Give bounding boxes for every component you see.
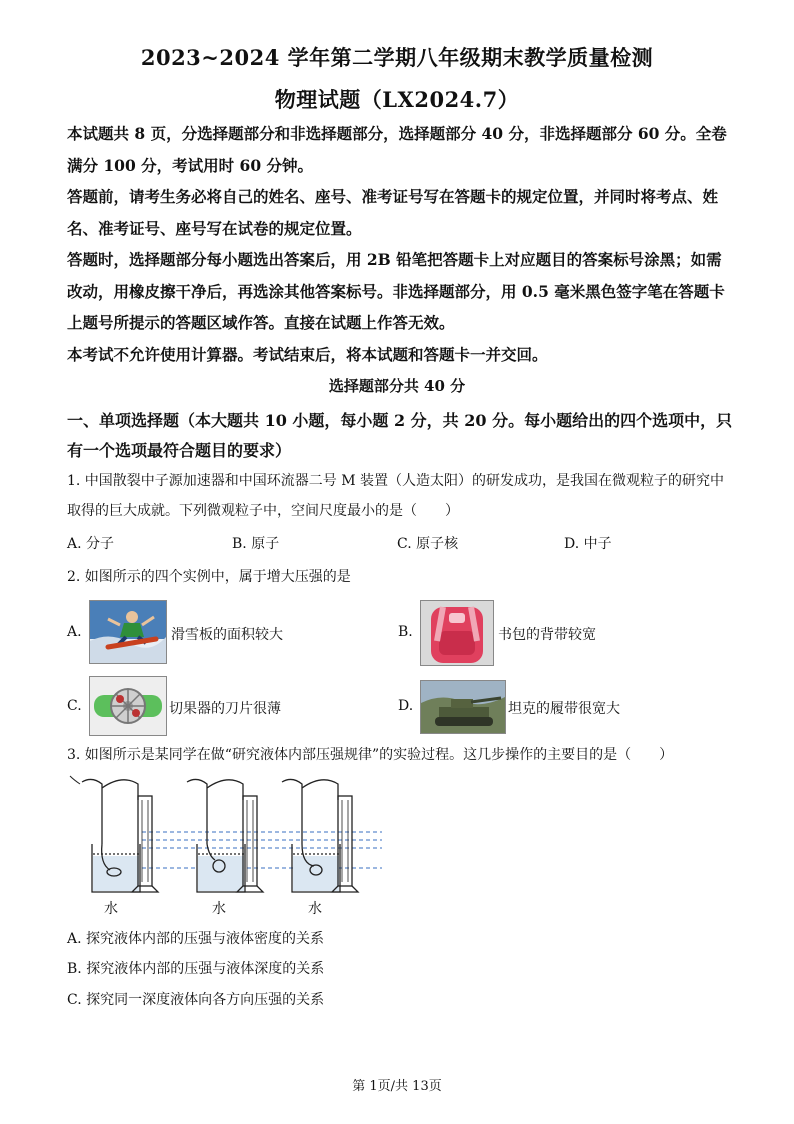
page-footer: 第 1页/共 13页 bbox=[352, 1079, 442, 1094]
q2-option-c-text: 切果器的刀片很薄 bbox=[169, 701, 281, 717]
q2-option-a bbox=[67, 600, 397, 666]
q2-option-d-text: 坦克的履带很宽大 bbox=[508, 701, 620, 717]
q2-option-c-letter: C. bbox=[67, 698, 82, 714]
exam-title: 2023~2024 学年第二学期八年级期末教学质量检测 bbox=[140, 45, 654, 70]
q2-option-b bbox=[398, 600, 718, 666]
fruit-slicer-photo-icon bbox=[89, 676, 167, 736]
q2-option-d-letter: D. bbox=[398, 698, 414, 714]
question-2-stem: 2. 如图所示的四个实例中，属于增大压强的是 bbox=[67, 569, 351, 585]
q2-option-a-text: 滑雪板的面积较大 bbox=[171, 627, 283, 643]
instruction-1: 本试题共 8 页，分选择题部分和非选择题部分，选择题部分 40 分，非选择题部分 60 分。全卷满分 100 分，考试用时 60 分钟。 bbox=[67, 124, 727, 175]
exam-subtitle: 物理试题（LX2024.7） bbox=[274, 87, 520, 112]
question-3-stem: 3. 如图所示是某同学在做“研究液体内部压强规律”的实验过程。这几步操作的主要目的是（ ） bbox=[67, 747, 674, 763]
q1-option-b: B. 原子 bbox=[232, 536, 280, 552]
u-tube-manometer-diagram bbox=[62, 774, 392, 894]
instruction-2: 答题前，请考生务必将自己的姓名、座号、准考证号写在答题卡的规定位置，并同时将考点、姓名、准考证号、座号写在试卷的规定位置。 bbox=[67, 187, 719, 238]
water-label-2: 水 bbox=[212, 901, 226, 917]
q3-option-c: C. 探究同一深度液体向各方向压强的关系 bbox=[67, 992, 325, 1008]
q3-option-b: B. 探究液体内部的压强与液体深度的关系 bbox=[67, 961, 325, 977]
snowboard-photo-icon bbox=[89, 600, 167, 664]
q2-option-b-text: 书包的背带较宽 bbox=[498, 627, 596, 643]
backpack-photo-icon bbox=[420, 600, 494, 666]
q2-option-c bbox=[67, 676, 397, 736]
question-1-stem: 1. 中国散裂中子源加速器和中国环流器二号 M 装置（人造太阳）的研发成功，是我国在微观粒子的研究中取得的巨大成就。下列微观粒子中，空间尺度最小的是（ ） bbox=[67, 473, 725, 519]
q3-option-a: A. 探究液体内部的压强与液体密度的关系 bbox=[67, 931, 325, 947]
pressure-experiment-figure bbox=[62, 774, 392, 922]
section-heading: 选择题部分共 40 分 bbox=[328, 377, 466, 395]
part1-heading: 一、单项选择题（本大题共 10 小题，每小题 2 分，共 20 分。每小题给出的四个选项中，只有一个选项最符合题目的要求） bbox=[67, 411, 733, 460]
q1-option-d: D. 中子 bbox=[564, 536, 612, 552]
q2-option-b-letter: B. bbox=[398, 624, 413, 640]
water-label-1: 水 bbox=[104, 901, 118, 917]
q1-option-a: A. 分子 bbox=[67, 536, 115, 552]
q2-option-a-letter: A. bbox=[67, 624, 82, 640]
instruction-3: 答题时，选择题部分每小题选出答案后，用 2B 铅笔把答题卡上对应题目的答案标号涂黑；如需改动，用橡皮擦干净后，再选涂其他答案标号。非选择题部分，用 0.5 毫米黑色签字笔在答题卡上题号所提示的答题区域作答。直接在试题上作答无效。 bbox=[67, 250, 725, 332]
q2-option-d bbox=[398, 676, 718, 736]
instructions bbox=[67, 118, 737, 370]
q1-option-c: C. 原子核 bbox=[397, 536, 459, 552]
water-label-3: 水 bbox=[308, 901, 322, 917]
tank-photo-icon bbox=[420, 680, 506, 734]
instruction-4: 本考试不允许使用计算器。考试结束后，将本试题和答题卡一并交回。 bbox=[67, 344, 548, 364]
